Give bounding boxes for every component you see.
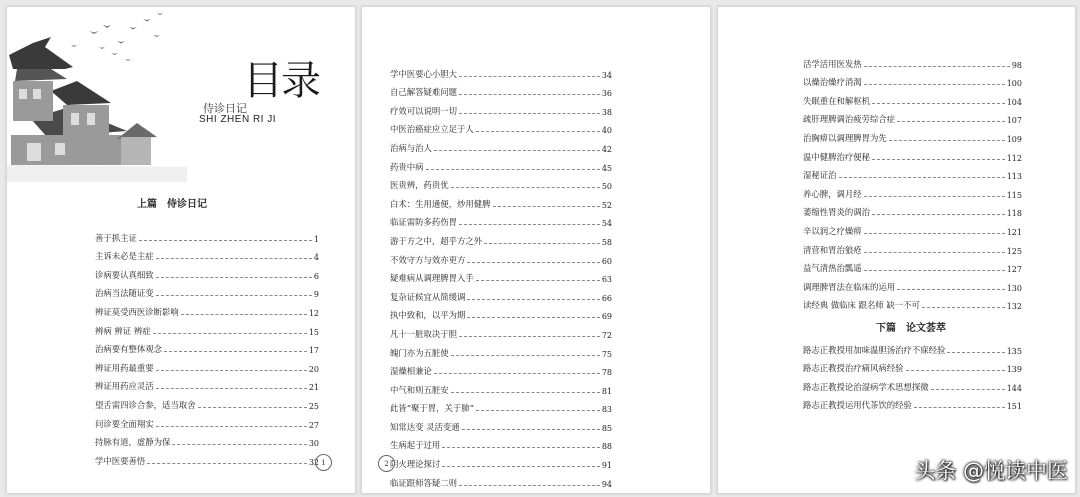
toc-entry-page-number: 9 <box>313 290 319 300</box>
toc-entry-title: 以燥治燥疗消渴 <box>803 77 862 88</box>
toc-entry <box>390 303 612 322</box>
toc-entry <box>390 284 612 303</box>
toc-entry-page-number: 125 <box>1006 246 1022 256</box>
toc-entry <box>95 262 319 281</box>
toc-entry <box>390 266 612 285</box>
toc-entry <box>95 355 319 374</box>
toc-entry <box>95 281 319 300</box>
dot-leader <box>839 177 1005 178</box>
toc-entry <box>803 51 1022 70</box>
toc-page-1 <box>6 6 356 494</box>
toc-entry-page-number: 88 <box>601 442 612 452</box>
dot-leader <box>164 351 307 352</box>
toc-entry-title: 活学活用医发热 <box>803 58 862 69</box>
toc-entry <box>803 256 1022 275</box>
toc-entry-page-number: 94 <box>601 479 612 489</box>
toc-entry-title: 治病要有整体观念 <box>95 344 162 355</box>
dot-leader <box>864 252 1005 253</box>
toc-entry-page-number: 40 <box>601 126 612 136</box>
dot-leader <box>156 426 307 427</box>
dot-leader <box>459 113 600 114</box>
toc-entry-title: 医贵辨，药贵优 <box>390 180 449 191</box>
toc-entry-title: 不效守方与效亦更方 <box>390 254 466 265</box>
toc-list-part2 <box>803 337 1022 411</box>
toc-entry-title: 生病起于过用 <box>390 440 441 451</box>
toc-entry <box>390 61 612 80</box>
dot-leader <box>914 407 1005 408</box>
toc-entry-title: 临证跟师答疑二则 <box>390 477 457 488</box>
toc-entry <box>803 144 1022 163</box>
toc-entry <box>390 135 612 154</box>
toc-entry-page-number: 12 <box>308 308 319 318</box>
toc-entry-page-number: 58 <box>601 237 612 247</box>
page-number-2: 2 <box>378 455 395 472</box>
toc-entry <box>803 237 1022 256</box>
toc-entry <box>390 414 612 433</box>
flying-birds-icon <box>71 13 163 61</box>
dot-leader <box>442 447 600 448</box>
toc-entry <box>390 359 612 378</box>
dot-leader <box>889 140 1005 141</box>
toc-entry <box>803 181 1022 200</box>
toc-entry <box>390 80 612 99</box>
toc-entry-page-number: 50 <box>601 182 612 192</box>
toc-entry-page-number: 45 <box>601 163 612 173</box>
dot-leader <box>451 187 600 188</box>
toc-entry <box>390 451 612 470</box>
toc-entry-page-number: 27 <box>308 420 319 430</box>
toc-entry-page-number: 100 <box>1006 79 1022 89</box>
toc-entry-page-number: 121 <box>1006 227 1022 237</box>
page-number-1: 1 <box>315 454 332 471</box>
toc-entry-page-number: 132 <box>1006 302 1022 312</box>
dot-leader <box>459 76 600 77</box>
toc-entry-title: 治病当法随证变 <box>95 288 154 299</box>
toc-entry-title: 善于抓主证 <box>95 232 137 243</box>
toc-entry-page-number: 75 <box>601 349 612 359</box>
toc-entry-page-number: 63 <box>601 275 612 285</box>
toc-entry <box>95 411 319 430</box>
toc-entry-page-number: 34 <box>601 70 612 80</box>
dot-leader <box>947 352 1004 353</box>
dot-leader <box>864 233 1005 234</box>
toc-entry <box>390 117 612 136</box>
toc-entry <box>390 98 612 117</box>
dot-leader <box>864 84 1005 85</box>
toc-entry-title: 阴火理论探讨 <box>390 459 441 470</box>
toc-entry-title: 临证需防多药伤胃 <box>390 217 457 228</box>
toc-entry-page-number: 54 <box>601 219 612 229</box>
toc-entry-title: 复杂证候宜从简缓调 <box>390 291 466 302</box>
toc-entry-title: 路志正教授论治湿病学术思想探微 <box>803 381 929 392</box>
toc-entry <box>803 374 1022 393</box>
toc-entry <box>803 274 1022 293</box>
toc-entry <box>390 340 612 359</box>
toc-entry <box>390 396 612 415</box>
toc-entry <box>390 154 612 173</box>
toc-entry-title: 路志正教授运用代茶饮的经验 <box>803 400 912 411</box>
toc-entry-page-number: 38 <box>601 107 612 117</box>
toc-entry <box>95 448 319 467</box>
toc-entry-page-number: 36 <box>601 89 612 99</box>
dot-leader <box>156 388 307 389</box>
toc-entry <box>390 321 612 340</box>
dot-leader <box>426 169 600 170</box>
dot-leader <box>864 66 1010 67</box>
toc-entry <box>803 293 1022 312</box>
toc-entry-page-number: 139 <box>1006 365 1022 375</box>
toc-entry-title: 学中医要心小胆大 <box>390 68 457 79</box>
toc-entry-title: 辨证用药最重要 <box>95 362 154 373</box>
dot-leader <box>156 295 312 296</box>
toc-entry-title: 白术：生用通便，炒用健脾 <box>390 198 491 209</box>
dot-leader <box>172 444 306 445</box>
toc-entry-page-number: 104 <box>1006 97 1022 107</box>
toc-entry <box>803 200 1022 219</box>
toc-entry <box>803 163 1022 182</box>
toc-entry-page-number: 32 <box>308 457 319 467</box>
toc-entry-title: 主诉未必是主症 <box>95 251 154 262</box>
toc-entry <box>95 430 319 449</box>
toc-entry-page-number: 72 <box>601 330 612 340</box>
toc-entry-page-number: 130 <box>1006 283 1022 293</box>
toc-entry-title: 游于方之中，超乎方之外 <box>390 235 483 246</box>
dot-leader <box>467 299 599 300</box>
toc-entry-title: 辛以润之疗燥痹 <box>803 225 862 236</box>
dot-leader <box>139 240 312 241</box>
toc-entry-page-number: 78 <box>601 368 612 378</box>
dot-leader <box>156 370 307 371</box>
toc-entry <box>803 70 1022 89</box>
dot-leader <box>434 373 600 374</box>
toc-entry-page-number: 151 <box>1006 402 1022 412</box>
toc-entry-title: 中医治癌症应立足于人 <box>390 124 474 135</box>
toc-entry-title: 魄门亦为五脏使 <box>390 347 449 358</box>
dot-leader <box>153 333 307 334</box>
toc-entry-title: 凡十一脏取决于胆 <box>390 328 457 339</box>
toc-entry-title: 自己解答疑难问题 <box>390 87 457 98</box>
dot-leader <box>156 258 312 259</box>
toc-entry-title: 清营和胃治狼疮 <box>803 244 862 255</box>
toc-entry <box>803 125 1022 144</box>
toc-entry-title: 疏肝理脾调治疲劳综合症 <box>803 114 896 125</box>
toc-entry-page-number: 21 <box>308 383 319 393</box>
dot-leader <box>198 407 307 408</box>
toc-entry-title: 诊病要认真细致 <box>95 269 154 280</box>
toc-entry-page-number: 42 <box>601 144 612 154</box>
toc-entry-title: 路志正教授用加味温胆汤治疗不寐经验 <box>803 344 946 355</box>
dot-leader <box>434 150 600 151</box>
toc-entry-title: 此皆“聚于胃，关于肺” <box>390 403 474 414</box>
toc-entry-page-number: 30 <box>308 439 319 449</box>
toc-entry <box>95 374 319 393</box>
toc-entry-title: 知常达变 灵活变通 <box>390 421 460 432</box>
dot-leader <box>462 429 600 430</box>
toc-entry-page-number: 4 <box>313 253 319 263</box>
dot-leader <box>459 94 600 95</box>
toc-entry <box>390 210 612 229</box>
toc-entry-page-number: 91 <box>601 461 612 471</box>
toc-entry-title: 温中健脾治疗便秘 <box>803 151 870 162</box>
toc-entry-title: 学中医要善悟 <box>95 455 146 466</box>
dot-leader <box>897 121 1005 122</box>
dot-leader <box>459 485 600 486</box>
dot-leader <box>451 392 600 393</box>
toc-list-page-3 <box>803 51 1022 311</box>
toc-page-2 <box>361 6 711 494</box>
toc-entry <box>803 337 1022 356</box>
toc-entry-title: 读经典 做临床 跟名师 缺一不可 <box>803 300 920 311</box>
toc-entry-page-number: 112 <box>1006 153 1022 163</box>
toc-entry <box>390 191 612 210</box>
toc-page-3 <box>717 6 1076 494</box>
toc-entry-title: 持脉有道，虚静为保 <box>95 437 171 448</box>
toc-title-main: 目录 <box>243 58 319 104</box>
toc-entry-title: 养心脾，调月经 <box>803 188 862 199</box>
toc-entry-page-number: 17 <box>308 346 319 356</box>
dot-leader <box>484 243 600 244</box>
dot-leader <box>897 289 1005 290</box>
toc-entry-title: 路志正教授治疗痛风病经验 <box>803 363 904 374</box>
toc-entry <box>803 218 1022 237</box>
toc-entry-title: 药贵中病 <box>390 161 424 172</box>
toc-entry <box>95 299 319 318</box>
toc-entry <box>95 392 319 411</box>
toc-entry-page-number: 81 <box>601 386 612 396</box>
toc-entry-page-number: 1 <box>313 234 319 244</box>
toc-entry-title: 疗效可以说明一切 <box>390 105 457 116</box>
toc-entry-page-number: 52 <box>601 200 612 210</box>
dot-leader <box>451 355 600 356</box>
dot-leader <box>459 224 600 225</box>
toc-entry <box>803 356 1022 375</box>
toc-entry-title: 望舌需四诊合参，适当取舍 <box>95 399 196 410</box>
toc-entry <box>803 393 1022 412</box>
toc-list-page-2 <box>390 61 612 489</box>
dot-leader <box>476 280 600 281</box>
dot-leader <box>864 270 1005 271</box>
toc-entry-title: 辨证用药应灵活 <box>95 381 154 392</box>
toc-entry-page-number: 20 <box>308 364 319 374</box>
toc-entry-page-number: 66 <box>601 293 612 303</box>
toc-entry-title: 辨证莫受西医诊断影响 <box>95 306 179 317</box>
dot-leader <box>467 262 599 263</box>
dot-leader <box>872 159 1005 160</box>
dot-leader <box>922 307 1005 308</box>
toc-entry-title: 辨病 辨证 辨症 <box>95 325 151 336</box>
toc-list-page-1 <box>95 225 319 467</box>
toc-entry-title: 失眠重在和解枢机 <box>803 95 870 106</box>
dot-leader <box>181 314 307 315</box>
dot-leader <box>459 336 600 337</box>
toc-entry-page-number: 25 <box>308 401 319 411</box>
dot-leader <box>493 206 600 207</box>
toc-entry <box>95 337 319 356</box>
watermark-text: 头条 @悦读中医 <box>914 459 1068 483</box>
toc-entry-title: 问诊要全面翔实 <box>95 418 154 429</box>
dot-leader <box>467 317 599 318</box>
toc-entry <box>95 318 319 337</box>
toc-entry-title: 湿燥相兼论 <box>390 366 432 377</box>
toc-entry-page-number: 118 <box>1006 209 1022 219</box>
dot-leader <box>864 196 1005 197</box>
toc-entry-page-number: 113 <box>1006 172 1022 182</box>
toc-entry <box>390 470 612 489</box>
toc-entry-page-number: 15 <box>308 327 319 337</box>
toc-entry-page-number: 115 <box>1006 190 1022 200</box>
dot-leader <box>476 131 600 132</box>
toc-entry <box>390 247 612 266</box>
toc-entry-title: 中气和则五脏安 <box>390 384 449 395</box>
toc-entry-page-number: 85 <box>601 423 612 433</box>
toc-entry-title: 调理脾胃法在临床的运用 <box>803 281 896 292</box>
dot-leader <box>156 277 312 278</box>
toc-entry <box>390 173 612 192</box>
building-illustration <box>7 7 187 182</box>
toc-entry <box>803 88 1022 107</box>
toc-entry <box>803 107 1022 126</box>
toc-entry-title: 疑难病从调理脾胃入手 <box>390 273 474 284</box>
toc-entry <box>95 225 319 244</box>
dot-leader <box>147 463 307 464</box>
dot-leader <box>476 410 600 411</box>
toc-entry-title: 萎缩性胃炎的调治 <box>803 207 870 218</box>
dot-leader <box>872 214 1005 215</box>
toc-entry-title: 执中致和，以平为期 <box>390 310 466 321</box>
toc-entry-page-number: 127 <box>1006 265 1022 275</box>
toc-entry-page-number: 144 <box>1006 383 1022 393</box>
toc-entry <box>95 244 319 263</box>
toc-entry-title: 治病与治人 <box>390 142 432 153</box>
dot-leader <box>931 389 1005 390</box>
toc-title-pinyin: SHI ZHEN RI JI <box>199 114 277 125</box>
toc-entry <box>390 377 612 396</box>
toc-entry <box>390 228 612 247</box>
toc-entry-title: 湿秘证治 <box>803 170 837 181</box>
toc-entry-title: 益气清热治瓢遥 <box>803 263 862 274</box>
toc-entry-page-number: 6 <box>313 271 319 281</box>
toc-entry-page-number: 83 <box>601 405 612 415</box>
toc-entry-page-number: 109 <box>1006 134 1022 144</box>
section-title-part2: 下篇 论文荟萃 <box>876 323 946 334</box>
dot-leader <box>872 103 1005 104</box>
toc-title-sub: 侍诊日记 <box>203 102 247 115</box>
toc-entry-page-number: 60 <box>601 256 612 266</box>
toc-entry-page-number: 98 <box>1011 60 1022 70</box>
toc-entry-page-number: 69 <box>601 312 612 322</box>
toc-entry-page-number: 135 <box>1006 346 1022 356</box>
toc-entry-title: 治胸痹以调理脾胃为先 <box>803 132 887 143</box>
dot-leader <box>906 370 1005 371</box>
toc-entry <box>390 433 612 452</box>
toc-entry-page-number: 107 <box>1006 116 1022 126</box>
dot-leader <box>442 466 600 467</box>
section-title-part1: 上篇 侍诊日记 <box>137 199 207 210</box>
